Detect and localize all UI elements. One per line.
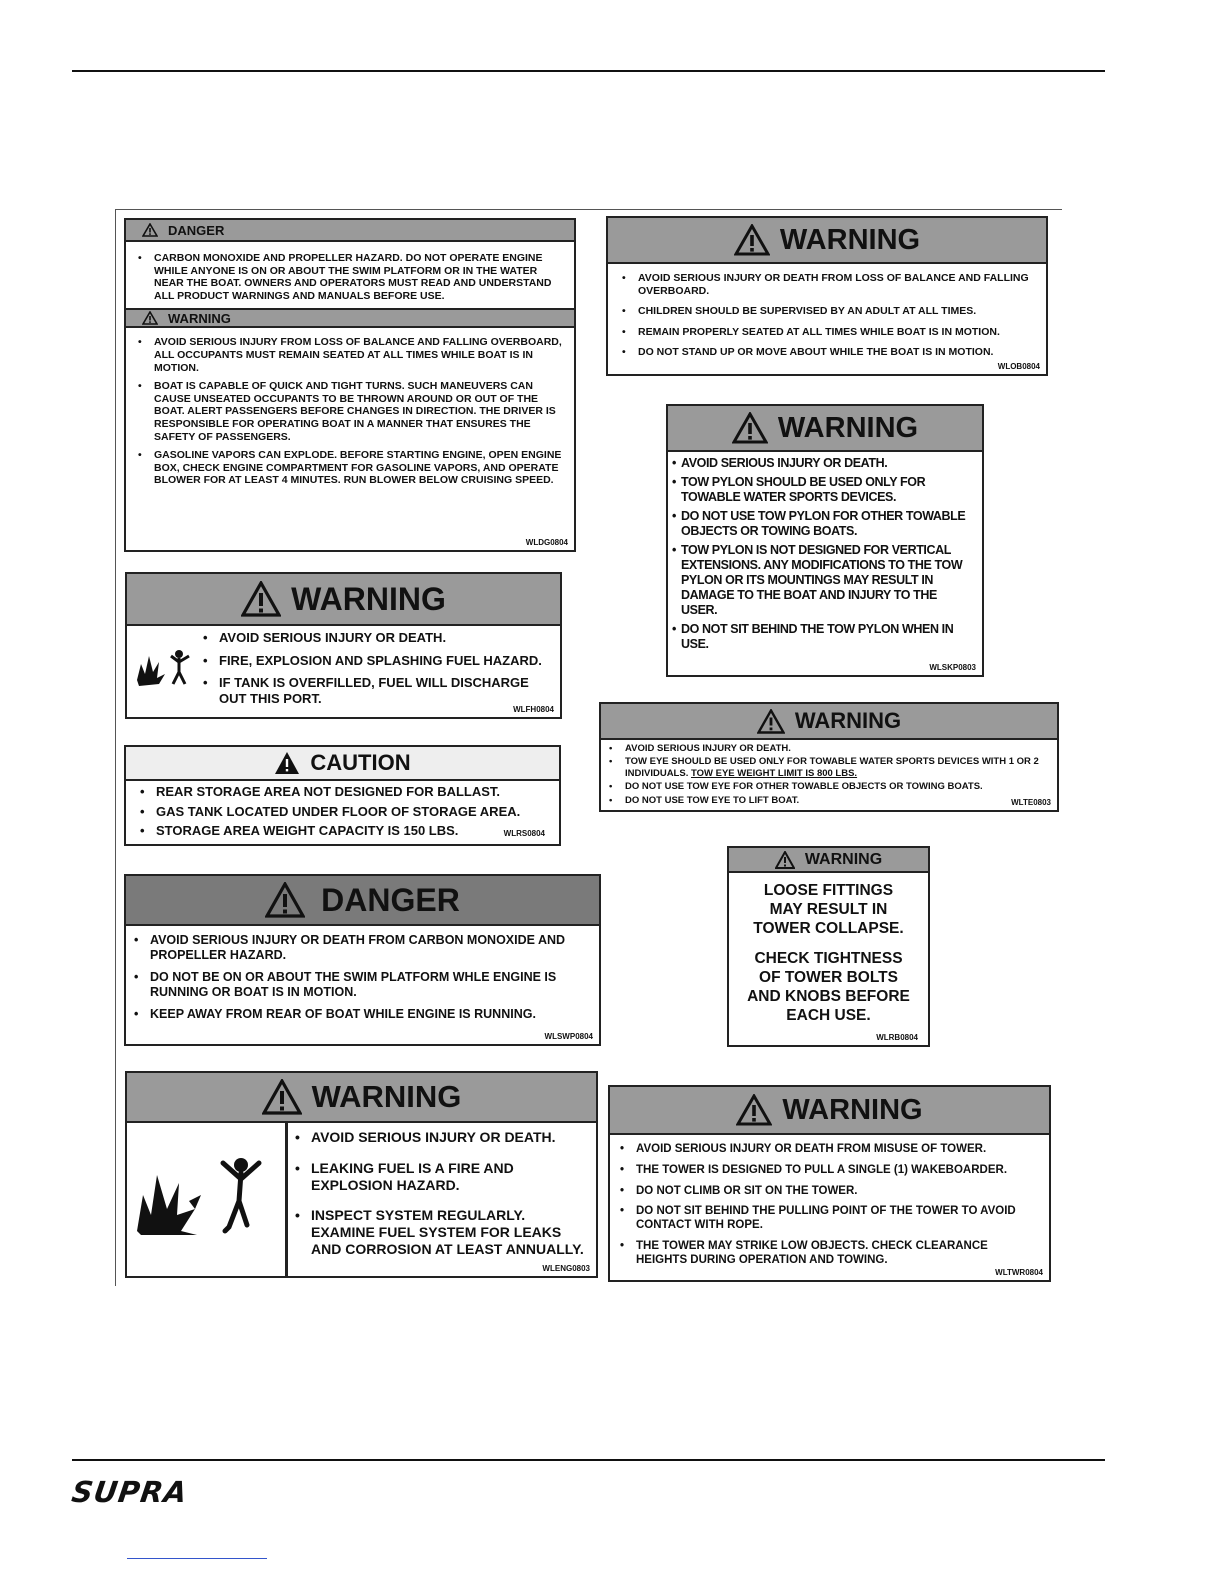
caution-header bbox=[126, 747, 559, 781]
top-rule bbox=[72, 70, 1105, 72]
list-item: • GASOLINE VAPORS CAN EXPLODE. BEFORE STARTING ENGINE, OPEN ENGINE BOX, CHECK ENGINE COMPARTMENT FOR GASOLINE VAPORS, AND OPERATE BLOWER FOR AT LEAST 4 MINUTES. RUN BLOWER BELOW CRUISING SPEED. bbox=[134, 449, 566, 487]
label-code: WLTWR0804 bbox=[995, 1268, 1043, 1277]
list-item: • AVOID SERIOUS INJURY OR DEATH. bbox=[199, 630, 550, 646]
caution-triangle-icon bbox=[274, 751, 300, 775]
label-wlskp0803 bbox=[666, 404, 984, 677]
warning-header bbox=[608, 218, 1046, 264]
warning-triangle-icon bbox=[732, 412, 768, 444]
list-item: • AVOID SERIOUS INJURY OR DEATH FROM CARBON MONOXIDE AND PROPELLER HAZARD. bbox=[130, 933, 591, 963]
image-divider bbox=[285, 1123, 288, 1276]
label-code: WLSWP0804 bbox=[544, 1032, 593, 1041]
label-wlrb0804 bbox=[727, 846, 930, 1047]
label-code: WLSKP0803 bbox=[929, 663, 976, 672]
list-item: • DO NOT SIT BEHIND THE TOW PYLON WHEN IN USE. bbox=[668, 622, 976, 652]
list-item: • DO NOT SIT BEHIND THE PULLING POINT OF THE TOWER TO AVOID CONTACT WITH ROPE. bbox=[616, 1205, 1041, 1233]
label-code: WLTE0803 bbox=[1011, 798, 1051, 807]
list-item: • AVOID SERIOUS INJURY OR DEATH FROM LOSS OF BALANCE AND FALLING OVERBOARD. bbox=[618, 272, 1036, 297]
list-item: • DO NOT CLIMB OR SIT ON THE TOWER. bbox=[616, 1185, 1041, 1199]
explosion-person-icon bbox=[135, 1155, 275, 1237]
list-item: • REMAIN PROPERLY SEATED AT ALL TIMES WHILE BOAT IS IN MOTION. bbox=[618, 326, 1036, 339]
list-item: • TOW PYLON SHOULD BE USED ONLY FOR TOWABLE WATER SPORTS DEVICES. bbox=[668, 475, 976, 505]
list-item: • TOW PYLON IS NOT DESIGNED FOR VERTICAL EXTENSIONS. ANY MODIFICATIONS TO THE TOW PYLON OR ITS MOUNTINGS MAY RESULT IN DAMAGE TO THE BOAT AND INJURY TO THE USER. bbox=[668, 543, 976, 618]
warning-header bbox=[729, 848, 928, 873]
warning-triangle-icon bbox=[734, 224, 770, 256]
warning-header bbox=[127, 574, 560, 626]
label-wlte0803 bbox=[599, 702, 1059, 812]
label-wleng0803 bbox=[125, 1071, 598, 1278]
tow-eye-usage-text: TOW EYE SHOULD BE USED ONLY FOR TOWABLE WATER SPORTS DEVICES WITH 1 OR 2 INDIVIDUALS. bbox=[625, 756, 1039, 779]
list-item: • THE TOWER MAY STRIKE LOW OBJECTS. CHECK CLEARANCE HEIGHTS DURING OPERATION AND TOWING. bbox=[616, 1240, 1041, 1268]
list-item: • AVOID SERIOUS INJURY OR DEATH FROM MISUSE OF TOWER. bbox=[616, 1143, 1041, 1157]
list-item: • DO NOT STAND UP OR MOVE ABOUT WHILE THE BOAT IS IN MOTION. bbox=[618, 346, 1036, 359]
label-code: WLOB0804 bbox=[997, 362, 1040, 371]
list-item bbox=[605, 756, 1049, 779]
list-item: • DO NOT USE TOW PYLON FOR OTHER TOWABLE OBJECTS OR TOWING BOATS. bbox=[668, 509, 976, 539]
list-item: • IF TANK IS OVERFILLED, FUEL WILL DISCHARGE OUT THIS PORT. bbox=[199, 675, 550, 706]
supra-logo: SUPRA bbox=[69, 1475, 190, 1509]
warning-header bbox=[601, 704, 1057, 740]
list-item: • LEAKING FUEL IS A FIRE AND EXPLOSION HAZARD. bbox=[291, 1160, 592, 1194]
warning-header bbox=[610, 1087, 1049, 1135]
warning-triangle-icon bbox=[775, 851, 795, 869]
label-wlswp0804 bbox=[124, 874, 601, 1046]
warning-title: WARNING bbox=[291, 580, 446, 617]
danger-title: DANGER bbox=[321, 881, 460, 918]
danger-header bbox=[126, 220, 574, 242]
label-code: WLRS0804 bbox=[503, 829, 545, 838]
warning-triangle-icon bbox=[265, 882, 305, 918]
list-item: • AVOID SERIOUS INJURY OR DEATH. bbox=[605, 743, 1049, 754]
danger-header bbox=[126, 876, 599, 926]
warning-title: WARNING bbox=[311, 1079, 462, 1114]
warning-triangle-icon bbox=[142, 311, 158, 325]
list-item: • CARBON MONOXIDE AND PROPELLER HAZARD. DO NOT OPERATE ENGINE WHILE ANYONE IS ON OR ABOUT THE SWIM PLATFORM OR IN THE WATER NEAR THE BOAT. OWNERS AND OPERATORS MUST READ AND UNDERSTAND ALL PRODUCT WARNINGS AND MANUALS BEFORE USE. bbox=[134, 252, 566, 302]
list-item: • AVOID SERIOUS INJURY OR DEATH. bbox=[668, 456, 976, 471]
warning-triangle-icon bbox=[757, 709, 785, 734]
warning-triangle-icon bbox=[142, 223, 158, 237]
tower-collapse-text: LOOSE FITTINGS MAY RESULT IN TOWER COLLAPSE. CHECK TIGHTNESS OF TOWER BOLTS AND KNOBS BEFORE EACH USE. bbox=[747, 882, 910, 1024]
warning-triangle-icon bbox=[262, 1079, 302, 1115]
list-item: • DO NOT USE TOW EYE TO LIFT BOAT. bbox=[605, 795, 1049, 806]
bottom-rule bbox=[72, 1459, 1105, 1461]
warning-title: WARNING bbox=[794, 708, 902, 733]
warning-title: WARNING bbox=[777, 411, 919, 444]
warning-title: WARNING bbox=[782, 1093, 923, 1126]
list-item: • BOAT IS CAPABLE OF QUICK AND TIGHT TURNS. SUCH MANEUVERS CAN CAUSE UNSEATED OCCUPANTS TO BE THROWN AROUND OR OUT OF THE BOAT. ALERT PASSENGERS BEFORE CHANGES IN DIRECTION. THE DRIVER IS RESPONSIBLE FOR OPERATING BOAT IN A MANNER THAT ENSURES THE SAFETY OF PASSENGERS. bbox=[134, 380, 566, 443]
warning-header bbox=[127, 1073, 596, 1123]
danger-title: DANGER bbox=[168, 222, 225, 238]
warning-header bbox=[668, 406, 982, 452]
list-item: • THE TOWER IS DESIGNED TO PULL A SINGLE (1) WAKEBOARDER. bbox=[616, 1164, 1041, 1178]
label-wlfh0804 bbox=[125, 572, 562, 719]
list-item: • DO NOT BE ON OR ABOUT THE SWIM PLATFORM WHLE ENGINE IS RUNNING OR BOAT IS IN MOTION. bbox=[130, 970, 591, 1000]
warning-triangle-icon bbox=[736, 1094, 772, 1126]
label-code: WLRB0804 bbox=[876, 1033, 918, 1042]
tow-eye-weight-limit: TOW EYE WEIGHT LIMIT IS 800 LBS. bbox=[690, 767, 858, 779]
label-code: WLENG0803 bbox=[542, 1264, 590, 1273]
warning-title: WARNING bbox=[804, 850, 883, 868]
footer-link-line bbox=[127, 1558, 267, 1559]
list-item: • FIRE, EXPLOSION AND SPLASHING FUEL HAZARD. bbox=[199, 653, 550, 669]
list-item: • STORAGE AREA WEIGHT CAPACITY IS 150 LBS. bbox=[136, 823, 551, 839]
list-item: • GAS TANK LOCATED UNDER FLOOR OF STORAGE AREA. bbox=[136, 804, 551, 820]
label-code: WLDG0804 bbox=[525, 538, 568, 547]
warning-title: WARNING bbox=[779, 223, 921, 256]
list-item: • AVOID SERIOUS INJURY FROM LOSS OF BALANCE AND FALLING OVERBOARD, ALL OCCUPANTS MUST REMAIN SEATED AT ALL TIMES WHILE BOAT IS IN MOTION. bbox=[134, 336, 566, 374]
list-item: • REAR STORAGE AREA NOT DESIGNED FOR BALLAST. bbox=[136, 784, 551, 800]
label-wlrs0804 bbox=[124, 745, 561, 846]
list-item: • KEEP AWAY FROM REAR OF BOAT WHILE ENGINE IS RUNNING. bbox=[130, 1007, 591, 1022]
list-item: • AVOID SERIOUS INJURY OR DEATH. bbox=[291, 1129, 592, 1146]
label-wltwr0804 bbox=[608, 1085, 1051, 1282]
warning-header bbox=[126, 308, 574, 328]
list-item: • DO NOT USE TOW EYE FOR OTHER TOWABLE OBJECTS OR TOWING BOATS. bbox=[605, 781, 1049, 792]
list-item: • CHILDREN SHOULD BE SUPERVISED BY AN ADULT AT ALL TIMES. bbox=[618, 305, 1036, 318]
label-code: WLFH0804 bbox=[513, 705, 554, 714]
list-item: • INSPECT SYSTEM REGULARLY. EXAMINE FUEL SYSTEM FOR LEAKS AND CORROSION AT LEAST ANNUALLY. bbox=[291, 1207, 592, 1257]
label-wldg0804 bbox=[124, 218, 576, 552]
explosion-person-icon bbox=[135, 646, 197, 688]
label-wlob0804 bbox=[606, 216, 1048, 376]
warning-triangle-icon bbox=[241, 581, 281, 617]
warning-title: WARNING bbox=[168, 310, 231, 326]
caution-title: CAUTION bbox=[310, 750, 411, 775]
